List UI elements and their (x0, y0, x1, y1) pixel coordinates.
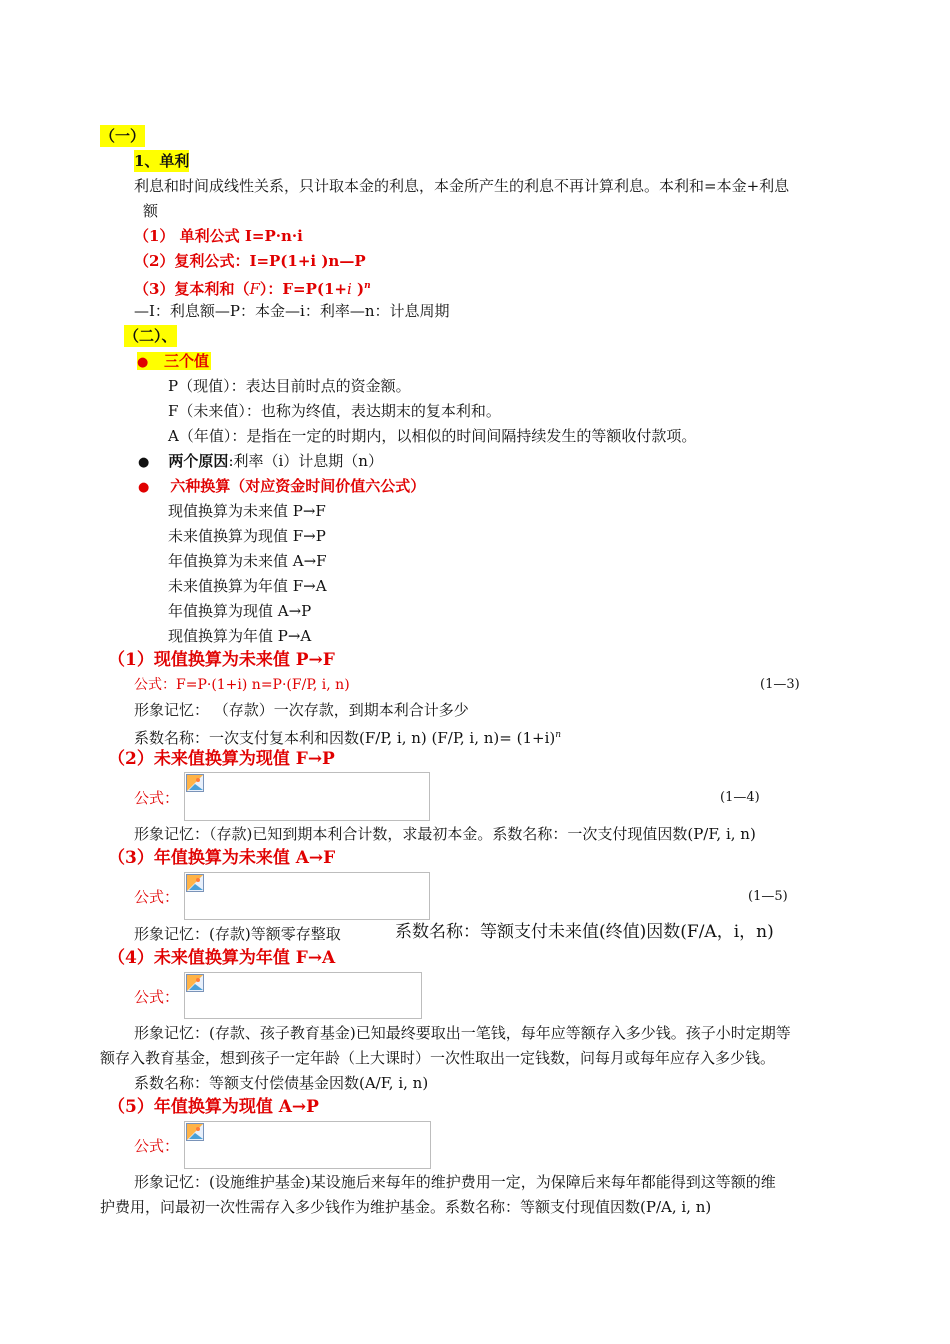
conversion-1-factor-name (134, 724, 561, 749)
conversion-1-title: （1）现值换算为未来值 P→F (108, 650, 335, 670)
bullet-icon: ● (137, 355, 149, 370)
conversion-1-memory: 形象记忆： （存款）一次存款，到期本利合计多少 (134, 701, 469, 719)
conversion-item: 年值换算为现值 A→P (168, 602, 312, 620)
conversion-5-formula-image (184, 1121, 431, 1169)
future-value-def: F（未来值）：也称为终值，表达期末的复本利和。 (168, 402, 501, 420)
conversion-4-formula-image (184, 972, 422, 1019)
compound-sum-exp: n (364, 281, 371, 291)
conversion-5-formula-label: 公式： (134, 1137, 180, 1155)
conversion-3-factor-name: 系数名称：等额支付未来值(终值)因数(F/A，i，n) (395, 922, 774, 942)
conversion-5-title: （5）年值换算为现值 A→P (108, 1097, 319, 1117)
compound-sum-i: i (347, 280, 352, 298)
three-values-title: 三个值 (164, 352, 210, 370)
conversion-item: 未来值换算为现值 F→P (168, 527, 326, 545)
conversion-4-title: （4）未来值换算为年值 F→A (108, 948, 336, 968)
conversion-5-memory: 形象记忆：(设施维护基金)某设施后来每年的维护费用一定，为保障后来每年都能得到这等额的维 (134, 1173, 776, 1191)
conversion-2-title: （2）未来值换算为现值 F→P (108, 749, 335, 769)
conversion-2-formula-image (184, 772, 430, 821)
compound-sum-close: ) (351, 280, 365, 298)
conversion-3-memory: 形象记忆：(存款)等额零存整取 (134, 925, 341, 943)
conversion-item: 未来值换算为年值 F→A (168, 577, 327, 595)
variable-legend: —I：利息额—P：本金—i：利率—n：计息周期 (134, 302, 450, 320)
conversion-3-formula-image (184, 872, 430, 920)
broken-image-icon (186, 874, 204, 892)
compound-sum-colon: ）： (259, 280, 283, 298)
conversion-4-factor-name: 系数名称：等额支付偿债基金因数(A/F, i, n) (134, 1074, 429, 1092)
conversion-3-formula-label: 公式： (134, 888, 180, 906)
broken-image-icon (186, 774, 204, 792)
simple-interest-formula: （1） 单利公式 I=P·n·i (134, 227, 303, 245)
conversion-2-formula-label: 公式： (134, 789, 180, 807)
compound-sum-f: F (249, 280, 260, 298)
conversion-4-memory-cont: 额存入教育基金，想到孩子一定年龄（上大课时）一次性取出一定钱数，问每月或每年应存入多少钱。 (100, 1049, 776, 1067)
simple-interest-desc: 利息和时间成线性关系，只计取本金的利息，本金所产生的利息不再计算利息。本利和=本金+利息 (134, 177, 790, 195)
present-value-def: P（现值）：表达目前时点的资金额。 (168, 377, 411, 395)
six-conversions-title: 六种换算（对应资金时间价值六公式） (170, 477, 426, 495)
broken-image-icon (186, 1123, 204, 1141)
conversion-item: 现值换算为年值 P→A (168, 627, 312, 645)
section-label-two: （二）、 (124, 327, 177, 345)
conversion-3-title: （3）年值换算为未来值 A→F (108, 848, 336, 868)
conversion-1-factor-exp: n (555, 730, 562, 740)
conversion-1-factor-text: 系数名称：一次支付复本利和因数(F/P, i, n) (F/P, i, n)= (1+i) (134, 729, 556, 747)
compound-sum-formula (134, 275, 371, 300)
conversion-4-memory: 形象记忆：(存款、孩子教育基金)已知最终要取出一笔钱，每年应等额存入多少钱。孩子小时定期等 (134, 1024, 791, 1042)
conversion-4-formula-label: 公式： (134, 988, 180, 1006)
conversion-5-memory-cont: 护费用，问最初一次性需存入多少钱作为维护基金。系数名称：等额支付现值因数(P/A, i, n) (100, 1198, 712, 1216)
annual-value-def: A（年值）：是指在一定的时期内，以相似的时间间隔持续发生的等额收付款项。 (168, 427, 697, 445)
compound-interest-formula: （2）复利公式：I=P(1+i )n—P (134, 252, 366, 270)
two-reasons-line (138, 450, 383, 474)
two-reasons-rest: :利率（i）计息期（n） (228, 452, 383, 470)
two-reasons-title: 两个原因 (168, 452, 229, 470)
bullet-icon: ● (138, 480, 150, 495)
three-values-heading (137, 350, 211, 374)
conversion-item: 年值换算为未来值 A→F (168, 552, 327, 570)
conversion-2-number: (1—4) (720, 790, 760, 805)
conversion-3-number: (1—5) (748, 889, 788, 904)
section-label-one: （一） (100, 127, 146, 145)
conversion-2-memory: 形象记忆：（存款)已知到期本利合计数，求最初本金。系数名称：一次支付现值因数(P/F, i, n) (134, 825, 756, 843)
conversion-1-number: (1—3) (760, 677, 800, 692)
six-conversions-heading (138, 475, 425, 499)
simple-interest-desc-cont: 额 (143, 202, 159, 220)
conversion-1-formula: 公式：F=P·(1+i) n=P·(F/P, i, n) (134, 677, 350, 693)
bullet-icon: ● (138, 455, 150, 470)
conversion-item: 现值换算为未来值 P→F (168, 502, 326, 520)
compound-sum-expr: F=P(1+ (282, 280, 347, 298)
compound-sum-prefix: （3）复本利和（ (134, 280, 250, 298)
broken-image-icon (186, 974, 204, 992)
simple-interest-title: 1、单利 (134, 152, 190, 170)
